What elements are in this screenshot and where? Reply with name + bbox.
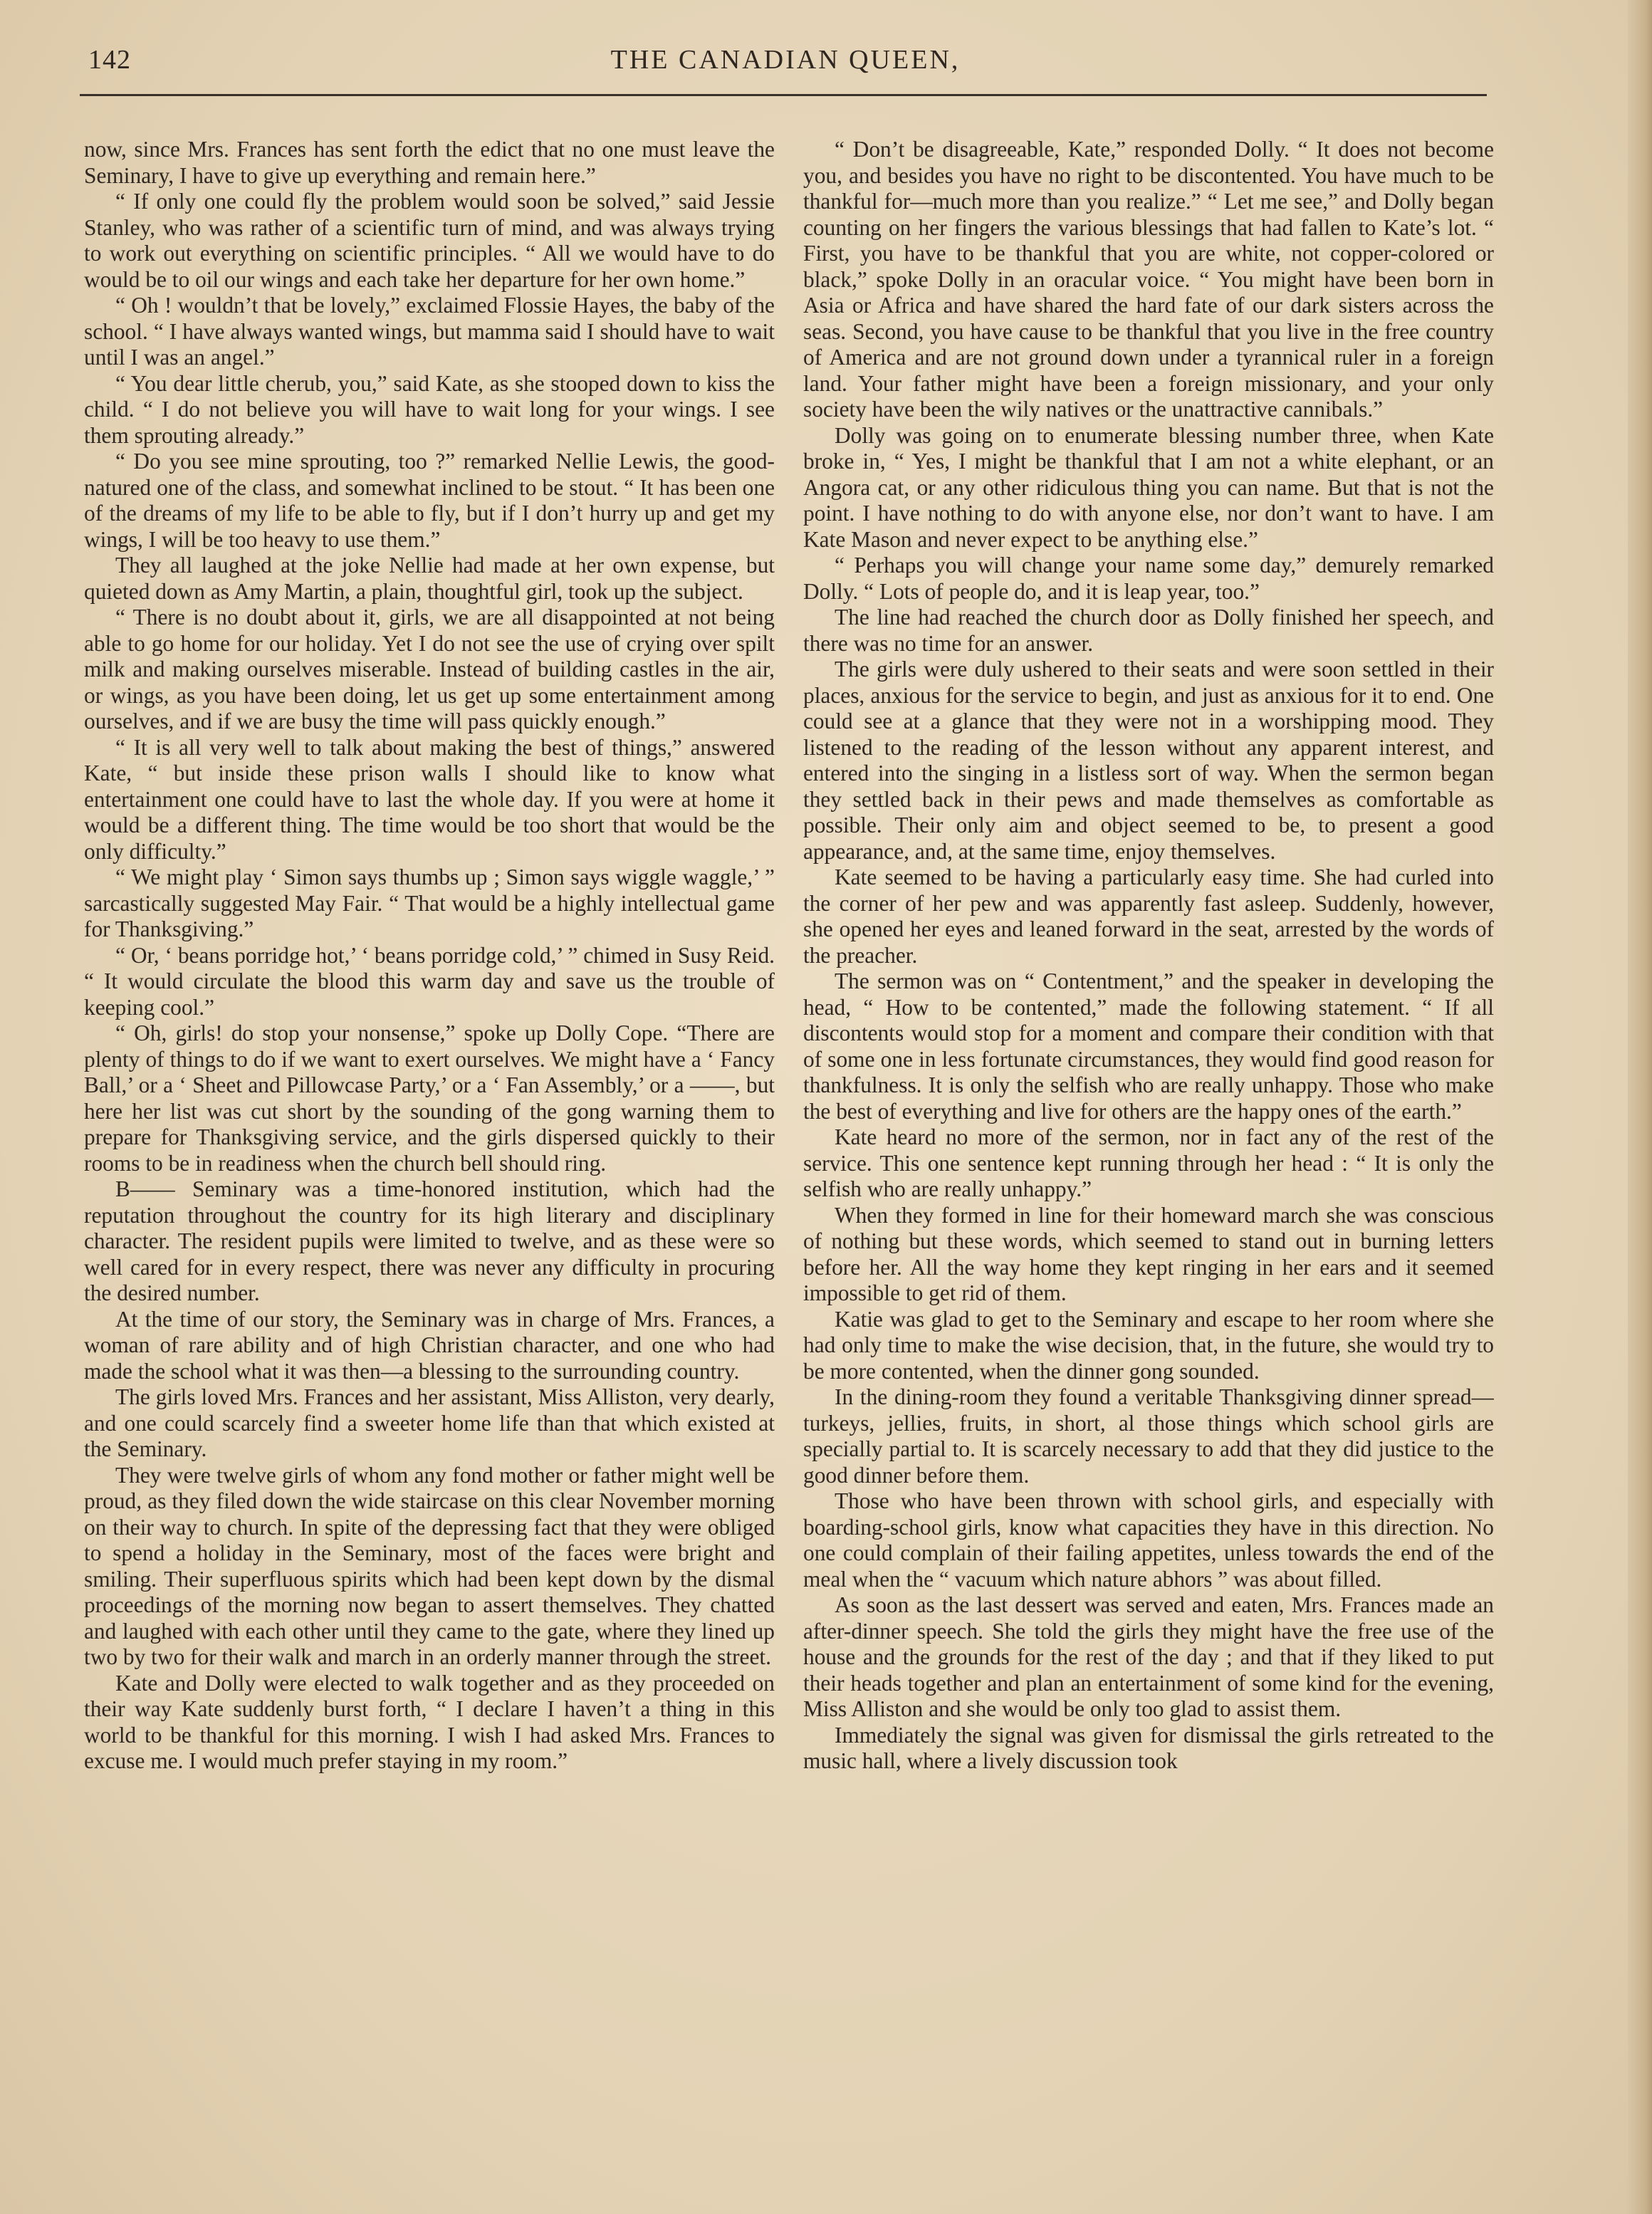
paragraph: “ There is no doubt about it, girls, we are all disappointed at not being able to go home for our holiday. Yet I do not see the use of crying over spilt milk and making ourselves miserable. Instead of building castles in the air, or wings, as you have been doing, let us get up some entertainment among ourselves, and if we are busy the time will pass quickly enough.” (84, 605, 775, 733)
paragraph: “ Don’t be disagreeable, Kate,” responded Dolly. “ It does not become you, and besides you have no right to be discontented. You have much to be thankful for—much more than you realize.” “ Let me see,” and Dolly began counting on her fingers the various blessings that had fallen to Kate’s lot. “ First, you have to be thankful that you are white, not copper-colored or black,” spoke Dolly in an oracular voice. “ You might have been born in Asia or Africa and have shared the hard fate of our dark sisters across the seas. Second, you have cause to be thankful that you live in the free country of America and are not ground down under a tyrannical ruler in a foreign land. Your father might have been a foreign missionary, and your only society have been the wily natives or the unattractive cannibals.” (803, 137, 1494, 422)
paragraph: B—— Seminary was a time-honored institution, which had the reputation throughout the country for its high literary and disciplinary character. The resident pupils were limited to twelve, and as these were so well cared for in every respect, there was never any difficulty in procuring the desired number. (84, 1176, 775, 1305)
paragraph: They all laughed at the joke Nellie had made at her own expense, but quieted down as Amy Martin, a plain, thoughtful girl, took up the subject. (84, 553, 775, 604)
page-header (84, 44, 1487, 87)
paragraph: Kate and Dolly were elected to walk together and as they proceeded on their way Kate suddenly burst forth, “ I declare I haven’t a thing in this world to be thankful for this morning. I wish I had asked Mrs. Frances to excuse me. I would much prefer staying in my room.” (84, 1670, 775, 1773)
paragraph: As soon as the last dessert was served and eaten, Mrs. Frances made an after-dinner speech. She told the girls they might have the free use of the house and the grounds for the rest of the day ; and that if they liked to put their heads together and plan an entertainment of some kind for the evening, Miss Alliston and she would be only too glad to assist them. (803, 1592, 1494, 1721)
paragraph: Kate seemed to be having a particularly easy time. She had curled into the corner of her pew and was apparently fast asleep. Suddenly, however, she opened her eyes and leaned forward in the seat, arrested by the words of the preacher. (803, 865, 1494, 968)
page-number: 142 (88, 45, 131, 75)
paragraph: “ If only one could fly the problem would soon be solved,” said Jessie Stanley, who was rather of a scientific turn of mind, and was always trying to work out everything on scientific principles. “ All we would have to do would be to oil our wings and each take her departure for her own home.” (84, 189, 775, 292)
left-column (84, 137, 775, 2131)
paragraph: At the time of our story, the Seminary was in charge of Mrs. Frances, a woman of rare ability and of high Christian character, and one who had made the school what it was then—a blessing to the surrounding country. (84, 1306, 775, 1384)
paragraph: The line had reached the church door as Dolly finished her speech, and there was no time for an answer. (803, 605, 1494, 656)
paragraph: Kate heard no more of the sermon, nor in fact any of the rest of the service. This one sentence kept running through her head : “ It is only the selfish who are really unhappy.” (803, 1124, 1494, 1201)
paragraph: They were twelve girls of whom any fond mother or father might well be proud, as they filed down the wide staircase on this clear November morning on their way to church. In spite of the depressing fact that they were obliged to spend a holiday in the Seminary, most of the faces were bright and smiling. Their superfluous spirits which had been kept down by the dismal proceedings of the morning now began to assert themselves. They chatted and laughed with each other until they came to the gate, where they lined up two by two for their walk and march in an orderly manner through the street. (84, 1462, 775, 1669)
paragraph: The sermon was on “ Contentment,” and the speaker in developing the head, “ How to be contented,” made the following statement. “ If all discontents would stop for a moment and compare their condition with that of some one in less fortunate circumstances, they would find good reason for thankfulness. It is only the selfish who are really unhappy. Those who make the best of everything and live for others are the happy ones of the earth.” (803, 968, 1494, 1124)
paragraph: Dolly was going on to enumerate blessing number three, when Kate broke in, “ Yes, I might be thankful that I am not a white elephant, or an Angora cat, or any other ridiculous thing you can name. But that is not the point. I have nothing to do with anyone else, nor don’t want to have. I am Kate Mason and never expect to be anything else.” (803, 422, 1494, 552)
paragraph: “ Oh, girls! do stop your nonsense,” spoke up Dolly Cope. “There are plenty of things to do if we want to exert ourselves. We might have a ‘ Fancy Ball,’ or a ‘ Sheet and Pillowcase Party,’ or a ‘ Fan Assembly,’ or a ——, but here her list was cut short by the sounding of the gong warning them to prepare for Thanksgiving service, and the girls dispersed quickly to their rooms to be in readiness when the church bell should ring. (84, 1020, 775, 1176)
paragraph: “ You dear little cherub, you,” said Kate, as she stooped down to kiss the child. “ I do not believe you will have to wait long for your wings. I see them sprouting already.” (84, 370, 775, 448)
header-rule (80, 94, 1487, 96)
paragraph: “ Or, ‘ beans porridge hot,’ ‘ beans porridge cold,’ ” chimed in Susy Reid. “ It would circulate the blood this warm day and save us the trouble of keeping cool.” (84, 942, 775, 1020)
paragraph: When they formed in line for their homeward march she was conscious of nothing but these words, which seemed to stand out in burning letters before her. All the way home they kept ringing in her ears and it seemed impossible to get rid of them. (803, 1202, 1494, 1305)
paragraph: Those who have been thrown with school girls, and especially with boarding-school girls, know what capacities they have in this direction. No one could complain of their failing appetites, unless towards the end of the meal when the “ vacuum which nature abhors ” was about filled. (803, 1488, 1494, 1592)
paragraph: “ Perhaps you will change your name some day,” demurely remarked Dolly. “ Lots of people do, and it is leap year, too.” (803, 553, 1494, 604)
paragraph: The girls loved Mrs. Frances and her assistant, Miss Alliston, very dearly, and one could scarcely find a sweeter home life than that which existed at the Seminary. (84, 1384, 775, 1461)
running-title: THE CANADIAN QUEEN, (610, 45, 961, 75)
paragraph: Immediately the signal was given for dismissal the girls retreated to the music hall, where a lively discussion took (803, 1722, 1494, 1773)
paragraph: “ Oh ! wouldn’t that be lovely,” exclaimed Flossie Hayes, the baby of the school. “ I have always wanted wings, but mamma said I should have to wait until I was an angel.” (84, 293, 775, 370)
paragraph: “ It is all very well to talk about making the best of things,” answered Kate, “ but inside these prison walls I should like to know what entertainment one could have to last the whole day. If you were at home it would be a different thing. The time would be too short that would be the only difficulty.” (84, 734, 775, 864)
paragraph: “ We might play ‘ Simon says thumbs up ; Simon says wiggle waggle,’ ” sarcastically suggested May Fair. “ That would be a highly intellectual game for Thanksgiving.” (84, 865, 775, 941)
paragraph: now, since Mrs. Frances has sent forth the edict that no one must leave the Seminary, I have to give up everything and remain here.” (84, 137, 775, 188)
paragraph: Katie was glad to get to the Seminary and escape to her room where she had only time to make the wise decision, that, in the future, she would try to be more contented, when the dinner gong sounded. (803, 1306, 1494, 1384)
paragraph: “ Do you see mine sprouting, too ?” remarked Nellie Lewis, the good-natured one of the class, and somewhat inclined to be stout. “ It has been one of the dreams of my life to be able to fly, but if I don’t hurry up and get my wings, I will be too heavy to use them.” (84, 449, 775, 552)
page-edge (1628, 0, 1652, 2214)
right-column (803, 137, 1494, 2131)
paragraph: The girls were duly ushered to their seats and were soon settled in their places, anxious for the service to begin, and just as anxious for it to end. One could see at a glance that they were not in a worshipping mood. They listened to the reading of the lesson without any apparent interest, and entered into the singing in a listless sort of way. When the sermon began they settled back in their pews and made themselves as comfortable as possible. Their only aim and object seemed to be, to present a good appearance, and, at the same time, enjoy themselves. (803, 657, 1494, 864)
paragraph: In the dining-room they found a veritable Thanksgiving dinner spread—turkeys, jellies, fruits, in short, al those things which school girls are specially partial to. It is scarcely necessary to add that they did justice to the good dinner before them. (803, 1384, 1494, 1488)
